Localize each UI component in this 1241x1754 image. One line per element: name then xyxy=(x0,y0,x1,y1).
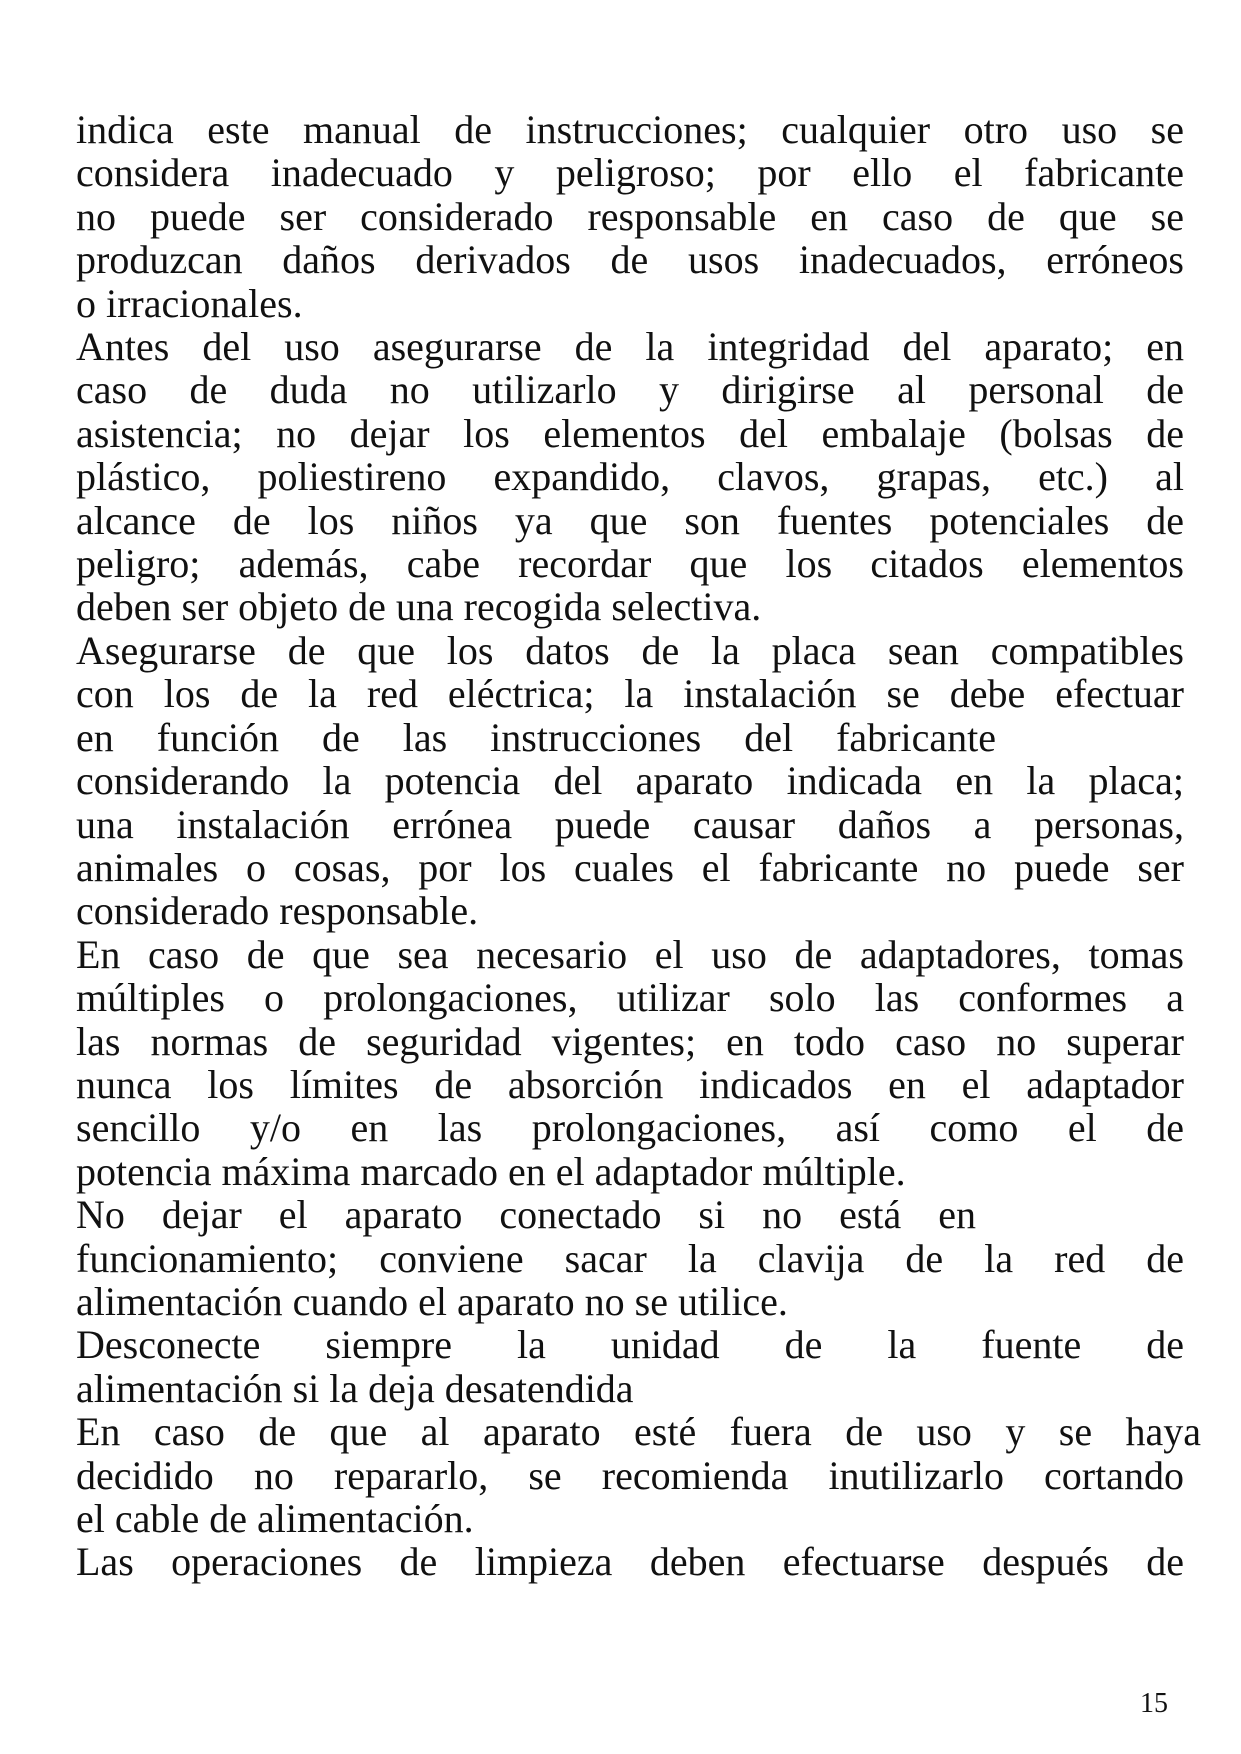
text-line: caso de duda no utilizarlo y dirigirse al personal de xyxy=(76,367,1184,413)
text-line: una instalación errónea puede causar daños a personas, xyxy=(76,801,1184,847)
text-line: considera inadecuado y peligroso; por ello el fabricante xyxy=(76,150,1184,196)
text-line: En caso de que al aparato esté fuera de uso y se haya xyxy=(76,1409,1201,1455)
text-line: múltiples o prolongaciones, utilizar solo las conformes a xyxy=(76,975,1184,1021)
text-line: No dejar el aparato conectado si no está en xyxy=(76,1192,976,1238)
text-line: peligro; además, cabe recordar que los citados elementos xyxy=(76,541,1184,587)
text-line: Asegurarse de que los datos de la placa sean compatibles xyxy=(76,627,1184,673)
text-line: funcionamiento; conviene sacar la clavija de la red de xyxy=(76,1235,1184,1281)
text-line: Antes del uso asegurarse de la integridad del aparato; en xyxy=(76,324,1184,370)
text-line: considerando la potencia del aparato indicada en la placa; xyxy=(76,758,1184,804)
text-line: con los de la red eléctrica; la instalación se debe efectuar xyxy=(76,671,1184,717)
paragraph-disposal xyxy=(76,1410,1206,1540)
text-line: en función de las instrucciones del fabricante xyxy=(76,714,996,760)
paragraph-unattended xyxy=(76,1323,1206,1410)
paragraph-intended-use xyxy=(76,108,1206,325)
body-text xyxy=(76,108,1206,1584)
text-line: alimentación cuando el aparato no se utilice. xyxy=(76,1278,788,1324)
page-number: 15 xyxy=(1140,1688,1168,1719)
text-line: alimentación si la deja desatendida xyxy=(76,1365,634,1411)
text-line: alcance de los niños ya que son fuentes potenciales de xyxy=(76,497,1184,543)
text-line: las normas de seguridad vigentes; en todo caso no superar xyxy=(76,1018,1184,1064)
text-line: no puede ser considerado responsable en caso de que se xyxy=(76,193,1184,239)
text-line: Desconecte siempre la unidad de la fuente de xyxy=(76,1322,1184,1368)
text-line: sencillo y/o en las prolongaciones, así como el de xyxy=(76,1105,1184,1151)
text-line: animales o cosas, por los cuales el fabricante no puede ser xyxy=(76,844,1184,890)
text-line: En caso de que sea necesario el uso de adaptadores, tomas xyxy=(76,931,1184,977)
paragraph-packaging xyxy=(76,325,1206,629)
text-line: considerado responsable. xyxy=(76,888,479,934)
text-line: deben ser objeto de una recogida selectiva. xyxy=(76,584,762,630)
paragraph-disconnect xyxy=(76,1193,1206,1323)
text-line: asistencia; no dejar los elementos del embalaje (bolsas de xyxy=(76,410,1184,456)
text-line: el cable de alimentación. xyxy=(76,1496,474,1541)
text-line: produzcan daños derivados de usos inadecuados, erróneos xyxy=(76,237,1184,283)
text-line: potencia máxima marcado en el adaptador múltiple. xyxy=(76,1148,906,1194)
text-line: plástico, poliestireno expandido, clavos, grapas, etc.) al xyxy=(76,454,1184,500)
text-line: o irracionales. xyxy=(76,280,303,326)
text-line: nunca los límites de absorción indicados en el adaptador xyxy=(76,1061,1184,1107)
paragraph-installation xyxy=(76,629,1206,933)
text-line: indica este manual de instrucciones; cualquier otro uso se xyxy=(76,107,1184,152)
paragraph-cleaning xyxy=(76,1540,1206,1583)
paragraph-adapters xyxy=(76,933,1206,1193)
text-line: Las operaciones de limpieza deben efectuarse después de xyxy=(76,1539,1184,1585)
text-line: decidido no repararlo, se recomienda inutilizarlo cortando xyxy=(76,1452,1184,1498)
